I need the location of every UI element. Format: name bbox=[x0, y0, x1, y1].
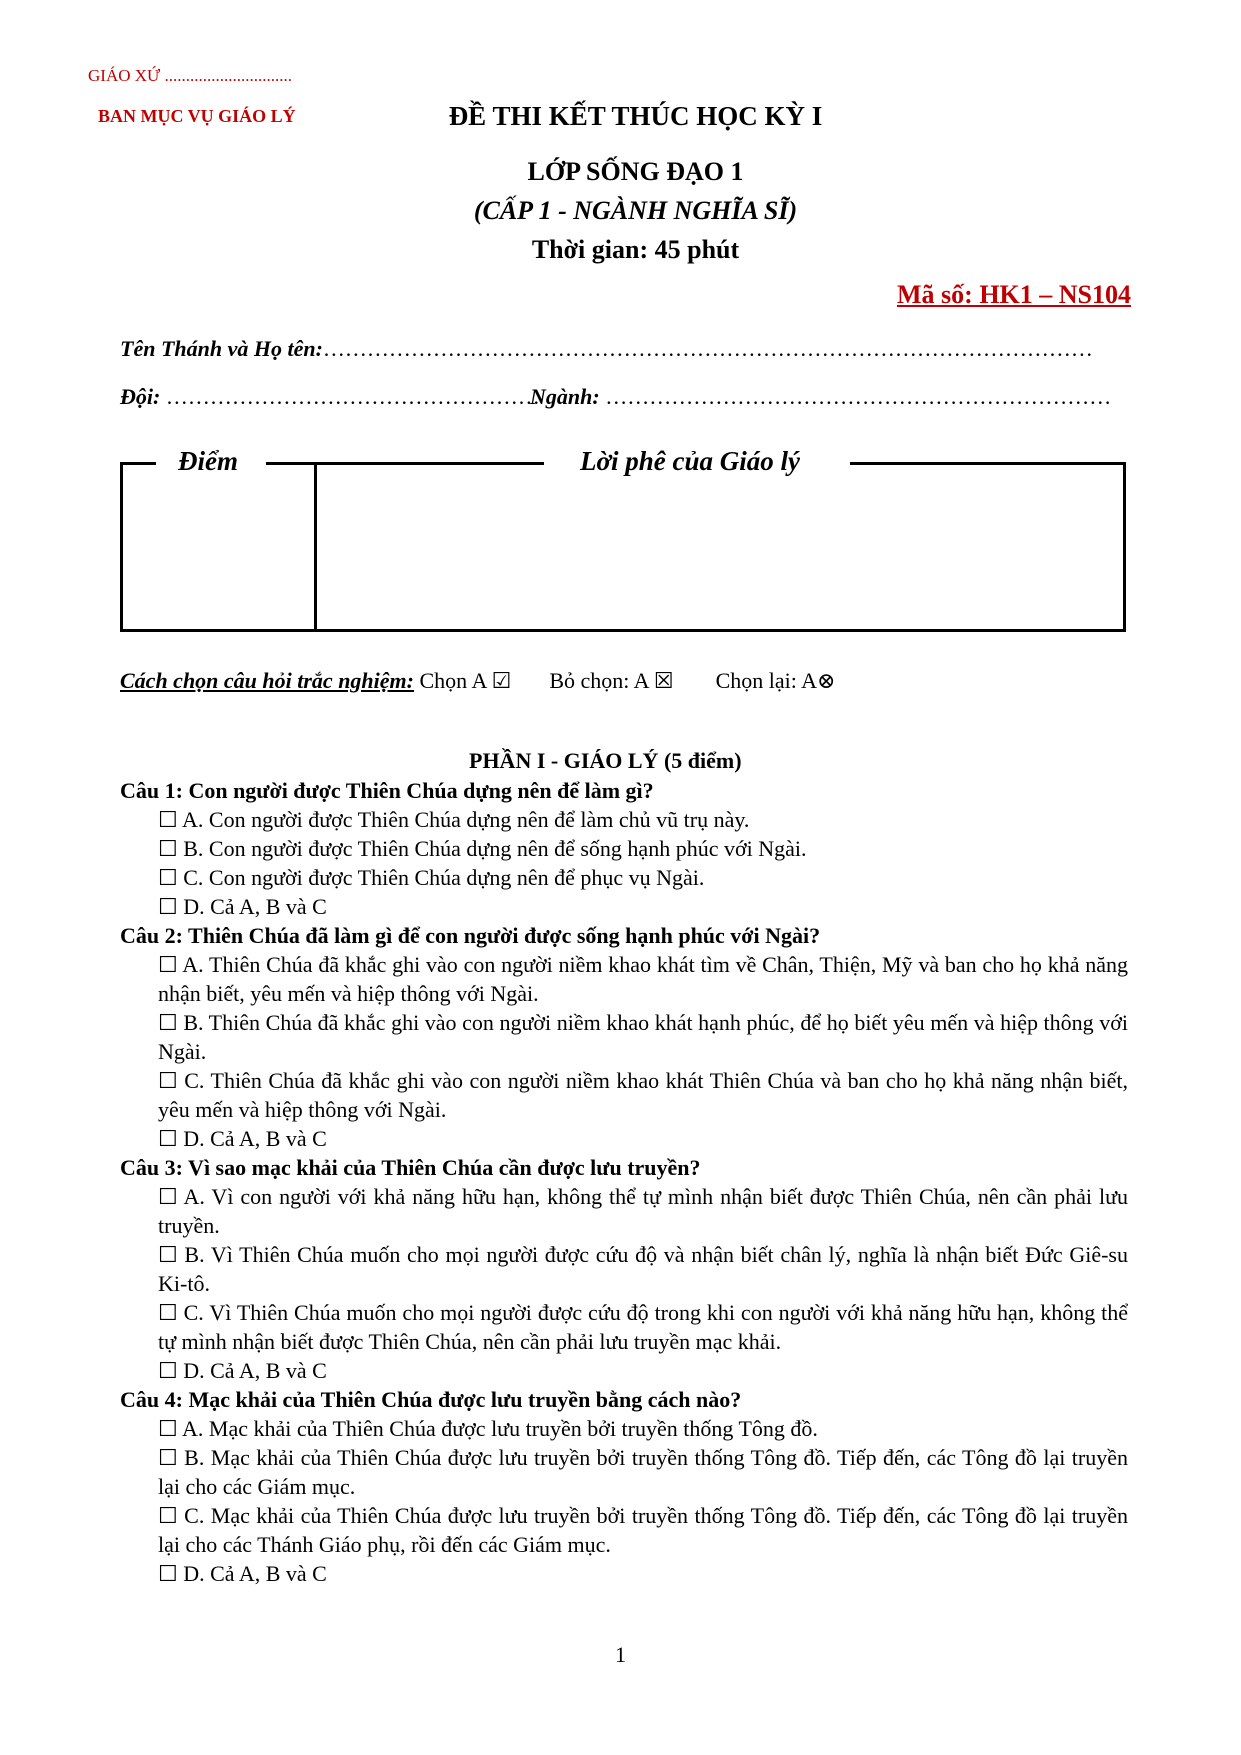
question-title: Câu 2: Thiên Chúa đã làm gì để con người được sống hạnh phúc với Ngài? bbox=[120, 923, 821, 948]
parish-line: GIÁO XỨ .............................. bbox=[88, 66, 292, 85]
answer-option[interactable]: ☐ A. Con người được Thiên Chúa dựng nên để làm chủ vũ trụ này. bbox=[158, 807, 750, 832]
answer-option[interactable]: ☐ B. Vì Thiên Chúa muốn cho mọi người được cứu độ và nhận biết chân lý, nghĩa là nhận biết Đức Giê-su Ki-tô. bbox=[158, 1242, 1128, 1296]
grade-box-divider bbox=[314, 462, 317, 632]
rechoose-hint: Chọn lại: A⊗ bbox=[715, 668, 836, 693]
exam-duration: Thời gian: 45 phút bbox=[531, 235, 740, 264]
question-4 bbox=[120, 1385, 1128, 1588]
team-field[interactable] bbox=[120, 384, 540, 410]
question-title: Câu 1: Con người được Thiên Chúa dựng nên để làm gì? bbox=[120, 778, 654, 803]
answer-option[interactable]: ☐ A. Vì con người với khả năng hữu hạn, không thể tự mình nhận biết được Thiên Chúa, nên cần phải lưu truyền. bbox=[158, 1184, 1128, 1238]
answer-option[interactable]: ☐ B. Con người được Thiên Chúa dựng nên để sống hạnh phúc với Ngài. bbox=[158, 836, 807, 861]
student-name-dots: …………………………………………………………………………………………… bbox=[322, 336, 1093, 361]
grade-box bbox=[120, 462, 1126, 632]
answer-option[interactable]: ☐ D. Cả A, B và C bbox=[158, 1126, 327, 1151]
comment-label: Lời phê của Giáo lý bbox=[580, 446, 800, 476]
catechism-board: BAN MỤC VỤ GIÁO LÝ bbox=[98, 106, 296, 126]
answer-option[interactable]: ☐ D. Cả A, B và C bbox=[158, 1358, 327, 1383]
answer-option[interactable]: ☐ A. Thiên Chúa đã khắc ghi vào con người niềm khao khát tìm về Chân, Thiện, Mỹ và ban cho họ khả năng nhận biết, yêu mến và hiệp thông với Ngài. bbox=[158, 952, 1128, 1006]
grade-box-top-edge bbox=[266, 462, 544, 465]
question-1 bbox=[120, 776, 1128, 921]
answer-option[interactable]: ☐ A. Mạc khải của Thiên Chúa được lưu truyền bởi truyền thống Tông đồ. bbox=[158, 1416, 818, 1441]
choose-hint: Chọn A ☑ bbox=[413, 668, 512, 693]
answer-option[interactable]: ☐ C. Thiên Chúa đã khắc ghi vào con người niềm khao khát Thiên Chúa và ban cho họ khả năng nhận biết, yêu mến và hiệp thông với Ngài. bbox=[158, 1068, 1128, 1122]
question-list bbox=[120, 776, 1128, 1588]
unchoose-hint: Bỏ chọn: A ☒ bbox=[549, 668, 674, 693]
exam-title: ĐỀ THI KẾT THÚC HỌC KỲ I bbox=[448, 101, 823, 131]
question-title: Câu 4: Mạc khải của Thiên Chúa được lưu truyền bằng cách nào? bbox=[120, 1387, 742, 1412]
branch-dots: …………………………………………………………… bbox=[599, 384, 1112, 409]
answer-option[interactable]: ☐ B. Thiên Chúa đã khắc ghi vào con người niềm khao khát hạnh phúc, để họ biết yêu mến và hiệp thông với Ngài. bbox=[158, 1010, 1128, 1064]
grade-box-top-edge bbox=[850, 462, 1126, 465]
class-name: LỚP SỐNG ĐẠO 1 bbox=[527, 157, 744, 186]
answer-option[interactable]: ☐ D. Cả A, B và C bbox=[158, 894, 327, 919]
question-2 bbox=[120, 921, 1128, 1153]
question-title: Câu 3: Vì sao mạc khải của Thiên Chúa cần được lưu truyền? bbox=[120, 1155, 701, 1180]
instructions-label: Cách chọn câu hỏi trắc nghiệm: bbox=[120, 668, 414, 693]
class-level: (CẤP 1 - NGÀNH NGHĨA SĨ) bbox=[473, 196, 798, 225]
answer-option[interactable]: ☐ D. Cả A, B và C bbox=[158, 1561, 327, 1586]
branch-label: Ngành: bbox=[530, 384, 600, 409]
student-name-field[interactable] bbox=[120, 336, 1093, 362]
score-label: Điểm bbox=[178, 446, 238, 476]
answer-option[interactable]: ☐ C. Con người được Thiên Chúa dựng nên để phục vụ Ngài. bbox=[158, 865, 705, 890]
exam-code: Mã số: HK1 – NS104 bbox=[897, 280, 1131, 309]
team-dots: …………………………………………… bbox=[160, 384, 540, 409]
answer-option[interactable]: ☐ B. Mạc khải của Thiên Chúa được lưu truyền bởi truyền thống Tông đồ. Tiếp đến, các Tông đồ lại truyền lại cho các Giám mục. bbox=[158, 1445, 1128, 1499]
answer-instructions bbox=[120, 668, 835, 694]
answer-option[interactable]: ☐ C. Mạc khải của Thiên Chúa được lưu truyền bởi truyền thống Tông đồ. Tiếp đến, các Tông đồ lại truyền lại cho các Thánh Giáo phụ, rồi đến các Giám mục. bbox=[158, 1503, 1128, 1557]
team-label: Đội: bbox=[120, 384, 161, 409]
branch-field[interactable] bbox=[530, 384, 1111, 410]
question-3 bbox=[120, 1153, 1128, 1385]
page-number: 1 bbox=[615, 1642, 626, 1667]
section-title: PHẦN I - GIÁO LÝ (5 điểm) bbox=[469, 748, 742, 773]
student-name-label: Tên Thánh và Họ tên: bbox=[120, 336, 323, 361]
answer-option[interactable]: ☐ C. Vì Thiên Chúa muốn cho mọi người được cứu độ trong khi con người với khả năng hữu hạn, không thể tự mình nhận biết được Thiên Chúa, nên cần phải lưu truyền mạc khải. bbox=[158, 1300, 1128, 1354]
grade-box-top-edge bbox=[120, 462, 156, 465]
